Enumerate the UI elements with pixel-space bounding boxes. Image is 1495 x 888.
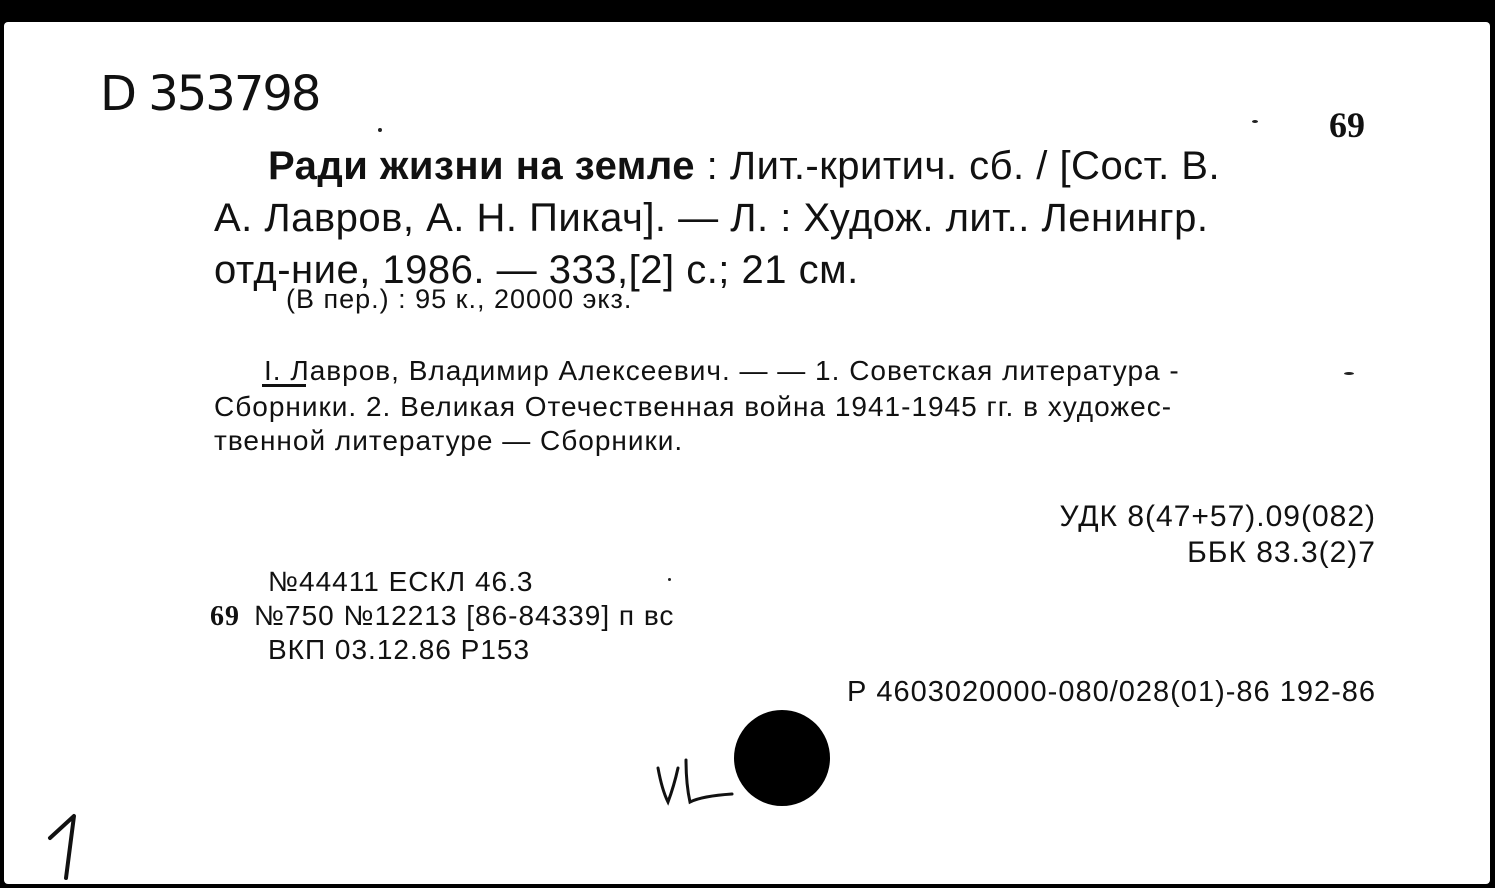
speck [1252, 120, 1258, 123]
subject-line: Сборники. 2. Великая Отечественная война 1941-1945 гг. в художес- [214, 391, 1173, 422]
title-line [268, 140, 1220, 192]
bbk-code: ББК 83.3(2)7 [1187, 536, 1376, 569]
page-reference: 69 [1329, 105, 1365, 145]
registry-line [210, 600, 674, 633]
speck [1344, 372, 1354, 375]
imprint-line: А. Лавров, А. Н. Пикач]. — Л. : Худож. лит.. Ленингр. [214, 196, 1209, 240]
subject-line: I. Лавров, Владимир Алексеевич. — — 1. Советская литература - [264, 355, 1180, 386]
handwritten-number-one [44, 812, 94, 882]
catalog-number-line: Р 4603020000-080/028(01)-86 192-86 [846, 676, 1376, 708]
registry-line: №44411 ЕСКЛ 46.3 [268, 566, 534, 597]
handwritten-initials [652, 746, 734, 806]
registry-codes: №750 №12213 [86-84339] п вс [254, 600, 675, 631]
subject-line: твенной литературе — Сборники. [214, 425, 684, 456]
catalog-card [4, 22, 1490, 884]
line-number: 69 [210, 601, 240, 632]
punch-hole [734, 710, 830, 806]
call-number: D 353798 [100, 66, 320, 122]
title-statement: : Лит.-критич. сб. / [Сост. В. [695, 144, 1221, 188]
udc-code: УДК 8(47+57).09(082) [1059, 500, 1376, 533]
physical-description: отд-ние, 1986. — 333,[2] с.; 21 см. [214, 248, 859, 292]
registry-line: ВКП 03.12.86 Р153 [268, 634, 531, 665]
speck [668, 578, 671, 581]
binding-price-line: (В пер.) : 95 к., 20000 экз. [286, 284, 633, 314]
book-title: Ради жизни на земле [268, 144, 695, 188]
speck [378, 128, 382, 132]
